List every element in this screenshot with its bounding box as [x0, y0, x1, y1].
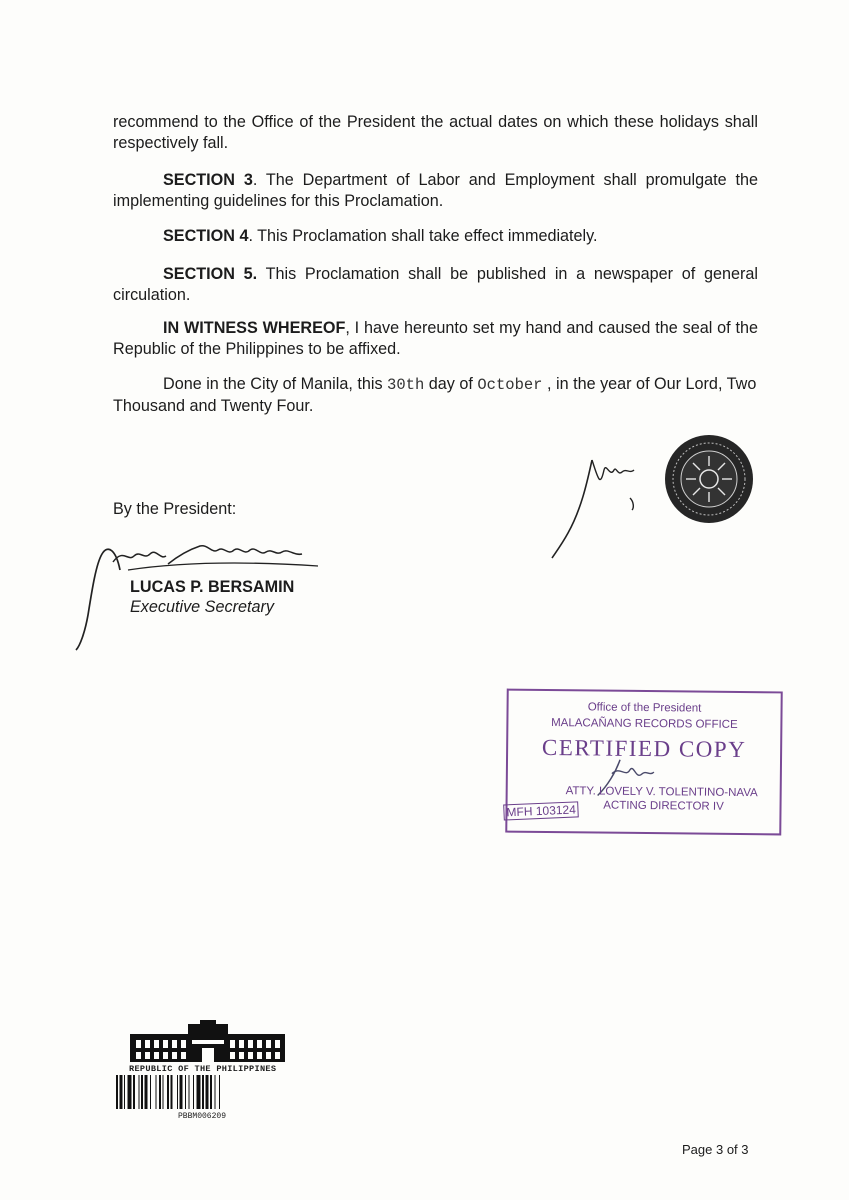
stamp-signatory-title: ACTING DIRECTOR IV	[603, 799, 724, 813]
section-3-text: . The Department of Labor and Employment shall promulgate the implementing guidelines for this Proclamation.	[113, 171, 758, 210]
page-number: Page 3 of 3	[682, 1142, 749, 1157]
done-text-b: day of	[424, 375, 478, 393]
barcode-label: REPUBLIC OF THE PHILIPPINES	[129, 1064, 277, 1074]
done-month: October	[477, 376, 543, 394]
witness-label: IN WITNESS WHEREOF	[163, 319, 346, 337]
stamp-records-office: MALACAÑANG RECORDS OFFICE	[551, 717, 738, 731]
witness-clause	[113, 318, 758, 360]
palace-logo-icon	[130, 1020, 285, 1064]
done-text-c: , in the year of Our Lord, Two Thousand and Twenty Four.	[113, 375, 757, 415]
barcode-icon	[116, 1075, 302, 1109]
section-4-text: . This Proclamation shall take effect immediately.	[248, 227, 598, 245]
paragraph-continuation	[113, 112, 758, 154]
section-4-label: SECTION 4	[163, 227, 249, 245]
section-5	[113, 264, 758, 306]
section-3-label: SECTION 3	[163, 171, 253, 189]
stamp-certified-copy: CERTIFIED COPY	[541, 734, 747, 763]
section-3	[113, 170, 758, 212]
signatory-title: Executive Secretary	[130, 598, 274, 616]
certified-copy-stamp	[505, 689, 782, 836]
stamp-office: Office of the President	[587, 701, 702, 715]
signatory-name: LUCAS P. BERSAMIN	[130, 578, 295, 596]
done-clause	[113, 374, 758, 417]
done-text-a: Done in the City of Manila, this	[163, 375, 388, 393]
section-5-label: SECTION 5.	[163, 265, 258, 283]
by-the-president-label: By the President:	[113, 500, 237, 518]
barcode-block	[112, 1020, 302, 1125]
seal-icon	[664, 434, 754, 524]
section-4	[113, 226, 758, 247]
president-signature	[548, 448, 658, 563]
barcode-number: PBBM006209	[178, 1112, 227, 1121]
done-day: 30th	[387, 376, 425, 394]
section-5-text: This Proclamation shall be published in a newspaper of general circulation.	[113, 265, 758, 304]
paragraph-text: recommend to the Office of the President the actual dates on which these holidays shall respectively fall.	[113, 113, 758, 152]
stamp-signatory: ATTY. LOVELY V. TOLENTINO-NAVA	[565, 785, 758, 800]
stamp-reference: MFH 103124	[503, 801, 579, 820]
witness-text: , I have hereunto set my hand and caused the seal of the Republic of the Philippines to be affixed.	[113, 319, 758, 358]
